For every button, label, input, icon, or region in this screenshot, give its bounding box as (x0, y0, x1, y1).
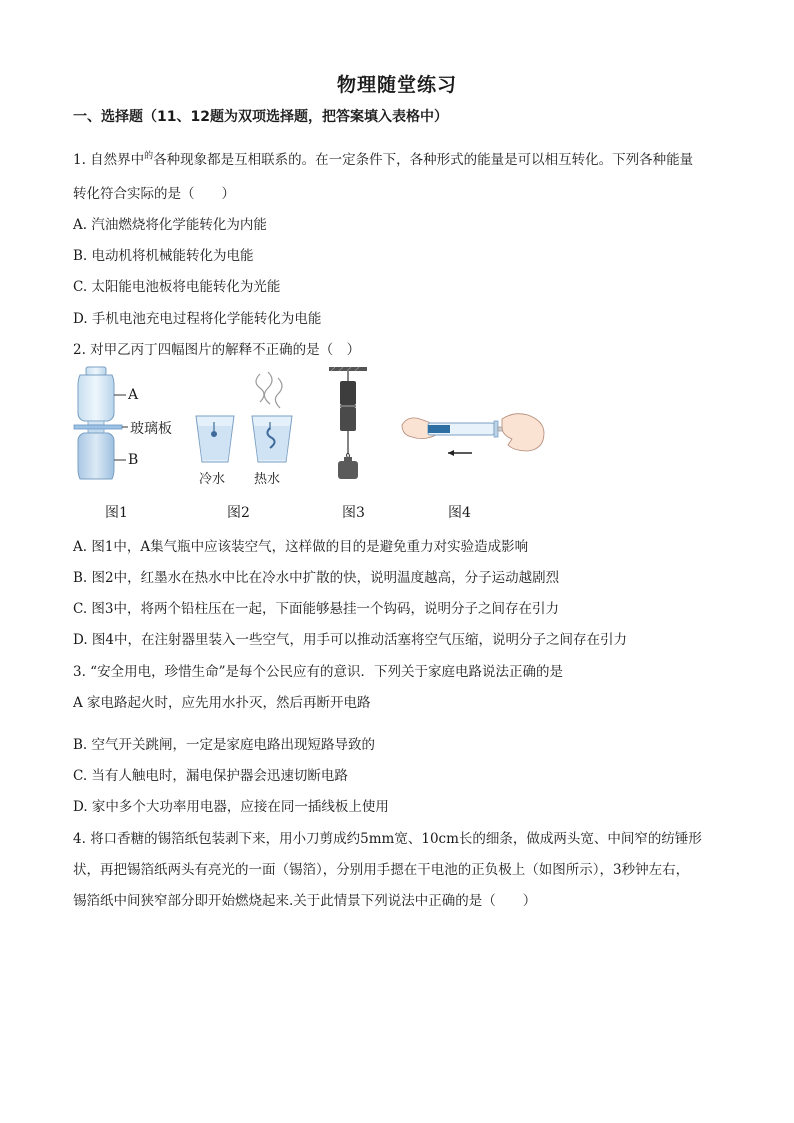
figure1-label-glass-plate: 玻璃板 (130, 421, 172, 437)
q1-stem-line2: 转化符合实际的是（ ） (73, 186, 235, 202)
figure1-label-b: B (128, 452, 139, 468)
figure2-beakers (190, 370, 320, 465)
section-heading: 一、选择题（11、12题为双项选择题，把答案填入表格中） (73, 109, 448, 125)
q3-option-d: D. 家中多个大功率用电器，应接在同一插线板上使用 (73, 799, 389, 815)
figure2-label-hot-water: 热水 (254, 472, 281, 487)
q3-option-a: A 家电路起火时，应先用水扑灭，然后再断开电路 (73, 695, 371, 711)
q2-option-a: A. 图1中，A集气瓶中应该装空气，这样做的目的是避免重力对实验造成影响 (73, 539, 529, 555)
q1-stem-superscript: 的 (144, 151, 154, 162)
figure3-caption: 图3 (342, 505, 365, 521)
q1-option-b: B. 电动机将机械能转化为电能 (73, 248, 254, 264)
figure4-syringe (398, 405, 548, 465)
q1-stem-start: 1. 自然界中 (73, 152, 145, 168)
q4-stem-line2: 状，再把锡箔纸两头有亮光的一面（锡箔），分别用手摁在干电池的正负极上（如图所示），3秒钟左右， (73, 862, 690, 878)
q1-stem-rest: 各种现象都是互相联系的。在一定条件下，各种形式的能量是可以相互转化。下列各种能量 (153, 152, 694, 168)
q1-option-c: C. 太阳能电池板将电能转化为光能 (73, 279, 281, 295)
figure1-caption: 图1 (105, 505, 128, 521)
figure2-label-cold-water: 冷水 (199, 472, 226, 487)
q4-stem-line1: 4. 将口香糖的锡箔纸包装剥下来，用小刀剪成约5mm宽、10cm长的细条，做成两头宽、中间窄的纺锤形 (73, 831, 702, 847)
q2-option-d: D. 图4中，在注射器里装入一些空气，用手可以推动活塞将空气压缩，说明分子之间存在引力 (73, 632, 628, 648)
q4-stem-line3: 锡箔纸中间狭窄部分即开始燃烧起来.关于此情景下列说法中正确的是（ ） (73, 893, 537, 909)
q2-stem: 2. 对甲乙丙丁四幅图片的解释不正确的是（ ） (73, 342, 361, 358)
q2-option-b: B. 图2中，红墨水在热水中比在冷水中扩散的快，说明温度越高，分子运动越剧烈 (73, 570, 560, 586)
q3-stem: 3. “安全用电，珍惜生命”是每个公民应有的意识．下列关于家庭电路说法正确的是 (73, 664, 563, 680)
q2-option-c: C. 图3中，将两个铅柱压在一起，下面能够悬挂一个钩码，说明分子之间存在引力 (73, 601, 560, 617)
q3-option-c: C. 当有人触电时，漏电保护器会迅速切断电路 (73, 768, 348, 784)
figure2-caption: 图2 (227, 505, 250, 521)
q3-option-b: B. 空气开关跳闸，一定是家庭电路出现短路导致的 (73, 737, 376, 753)
figure1-label-a: A (128, 387, 139, 403)
q1-option-d: D. 手机电池充电过程将化学能转化为电能 (73, 311, 322, 327)
page-title: 物理随堂练习 (336, 74, 457, 96)
figure3-lead-cylinders (325, 365, 375, 490)
q1-option-a: A. 汽油燃烧将化学能转化为内能 (73, 217, 267, 233)
q2-figures (70, 365, 570, 525)
figure4-caption: 图4 (448, 505, 471, 521)
q1-stem-line1 (73, 148, 693, 168)
